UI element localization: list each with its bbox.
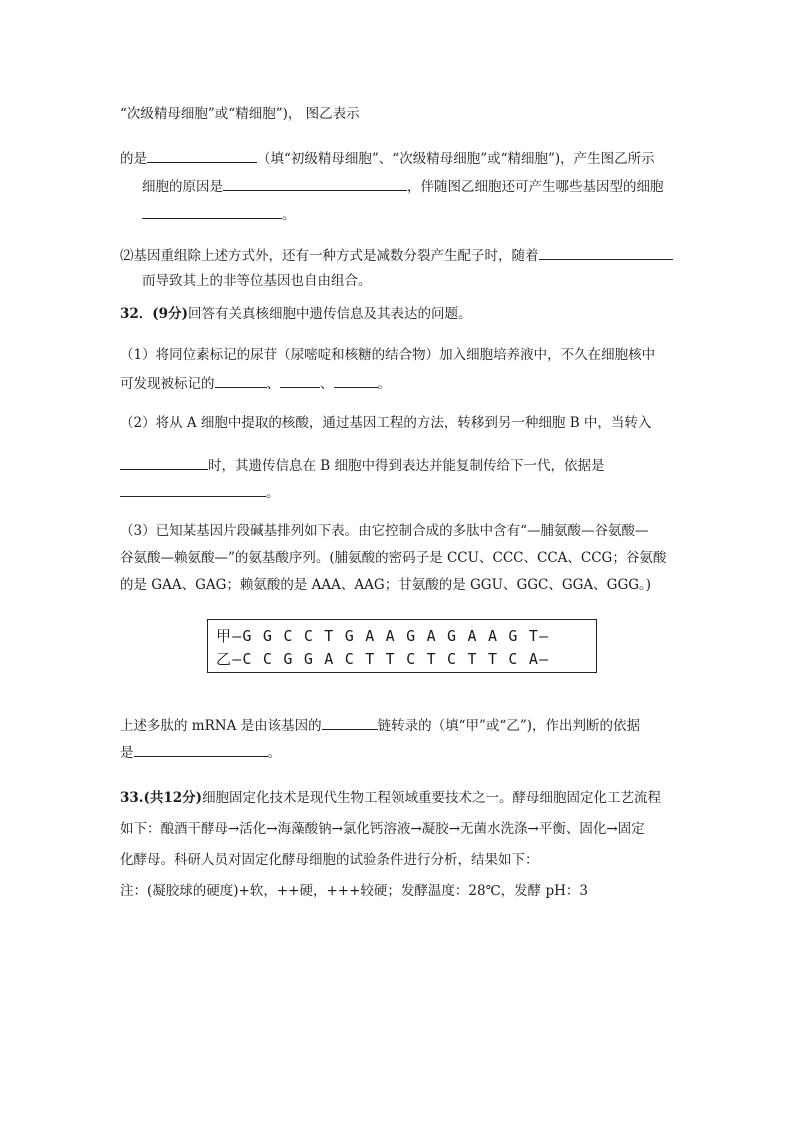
answer-blank-10[interactable] — [322, 715, 378, 730]
answer-blank-8[interactable] — [120, 455, 208, 470]
q31-line3 — [142, 176, 664, 196]
q32-p1-line2 — [120, 373, 391, 393]
q32-p1-text-2: 可发现被标记的 — [120, 376, 215, 392]
q31-line5 — [120, 245, 673, 265]
q32-p4-line2 — [120, 742, 281, 762]
q33-line1 — [120, 789, 661, 807]
q32-p2-text-2: 时，其遗传信息在 B 细胞中得到表达并能复制传给下一代，依据是 — [208, 458, 605, 474]
q32-p4-text-b: 链转录的（填“甲”或“乙”)，作出判断的依据 — [377, 718, 640, 734]
q33-text-1: 细胞固定化技术是现代生物工程领域重要技术之一。酵母细胞固定化工艺流程 — [202, 790, 662, 806]
separator: 、 — [320, 376, 334, 392]
q32-p3-text-3: 的是 GAA、GAG；赖氨酸的是 AAA、AAG；甘氨酸的是 GGU、GGC、GGA、GGG。) — [120, 577, 652, 593]
answer-blank-4[interactable] — [539, 245, 673, 260]
q33-line2 — [120, 820, 645, 838]
q33-line4 — [120, 882, 588, 900]
answer-blank-5[interactable] — [215, 373, 267, 388]
answer-blank-3[interactable] — [142, 204, 282, 219]
q32-p1-end: 。 — [377, 376, 391, 392]
q33-line3 — [120, 851, 539, 869]
q32-p4-end: 。 — [267, 745, 281, 761]
q32-p4-text-2: 是 — [120, 745, 134, 761]
q31-line1-text: “次级精母细胞”或“精细胞”)， 图乙表示 — [120, 106, 360, 122]
q31-line4-end: 。 — [282, 207, 296, 223]
q31-line6-text: 而导致其上的非等位基因也自由组合。 — [142, 273, 372, 289]
q32-p3-line3 — [120, 576, 651, 594]
q31-line1 — [120, 105, 360, 123]
q32-p2-line1 — [120, 414, 651, 432]
q32-title-text: 回答有关真核细胞中遗传信息及其表达的问题。 — [187, 306, 472, 322]
answer-blank-9[interactable] — [120, 482, 266, 497]
q32-p1-text: （1）将同位素标记的尿苷（尿嘧啶和核糖的结合物）加入细胞培养液中，不久在细胞核中 — [120, 347, 656, 363]
q33-text-2: 如下：酿酒干酵母→活化→海藻酸钠→氯化钙溶液→凝胶→无菌水洗涤→平衡、固化→固定 — [120, 821, 645, 837]
q32-p2-line3 — [120, 482, 280, 502]
q32-p2-text: （2）将从 A 细胞中提取的核酸，通过基因工程的方法，转移到另一种细胞 B 中，当转入 — [120, 415, 652, 431]
q31-line4 — [142, 204, 296, 224]
q31-line2-text-b: （填“初级精母细胞”、“次级精母细胞”或“精细胞”)，产生图乙所示 — [257, 151, 655, 167]
q32-p2-end: 。 — [266, 485, 280, 501]
q31-line2 — [120, 148, 655, 168]
separator: 、 — [266, 376, 280, 392]
answer-blank-11[interactable] — [134, 742, 268, 757]
answer-blank-7[interactable] — [334, 373, 378, 388]
q32-p4-line1 — [120, 715, 640, 735]
q32-p3-text-1: （3）已知某基因片段碱基排列如下表。由它控制合成的多肽中含有“—脯氨酸—谷氨酸— — [120, 523, 649, 539]
q31-line6 — [142, 272, 372, 290]
q32-p3-line1 — [120, 522, 649, 540]
gene-sequence-table — [207, 619, 597, 673]
q32-number: 32．(9分) — [120, 306, 188, 322]
answer-blank-2[interactable] — [223, 176, 407, 191]
q31-line3-text-a: 细胞的原因是 — [142, 179, 223, 195]
q32-p3-text-2: 谷氨酸—赖氨酸—”的氨基酸序列。(脯氨酸的密码子是 CCU、CCC、CCA、CCG；谷氨酸 — [120, 550, 667, 566]
q32-p4-text-a: 上述多肽的 mRNA 是由该基因的 — [120, 718, 322, 734]
q31-line5-text: ⑵基因重组除上述方式外，还有一种方式是减数分裂产生配子时，随着 — [120, 248, 539, 264]
q32-p3-line2 — [120, 549, 666, 567]
answer-blank-1[interactable] — [147, 148, 257, 163]
strand-yi: 乙—C C G G A C T T C T C T T C A— — [216, 650, 550, 668]
q33-note: 注：(凝胶球的硬度)+软，++硬，+++较硬；发酵温度：28℃，发酵 pH：3 — [120, 883, 588, 899]
q32-p2-line2 — [120, 455, 605, 475]
q31-line2-text-a: 的是 — [120, 151, 147, 167]
q32-title — [120, 305, 471, 323]
q33-text-3: 化酵母。科研人员对固定化酵母细胞的试验条件进行分析，结果如下： — [120, 852, 539, 868]
q32-p1-line1 — [120, 346, 655, 364]
q33-number: 33.(共12分) — [120, 790, 203, 806]
q31-line3-text-b: ，伴随图乙细胞还可产生哪些基因型的细胞 — [407, 179, 664, 195]
strand-jia: 甲—G G C C T G A A G A G A A G T— — [216, 627, 550, 645]
answer-blank-6[interactable] — [280, 373, 320, 388]
